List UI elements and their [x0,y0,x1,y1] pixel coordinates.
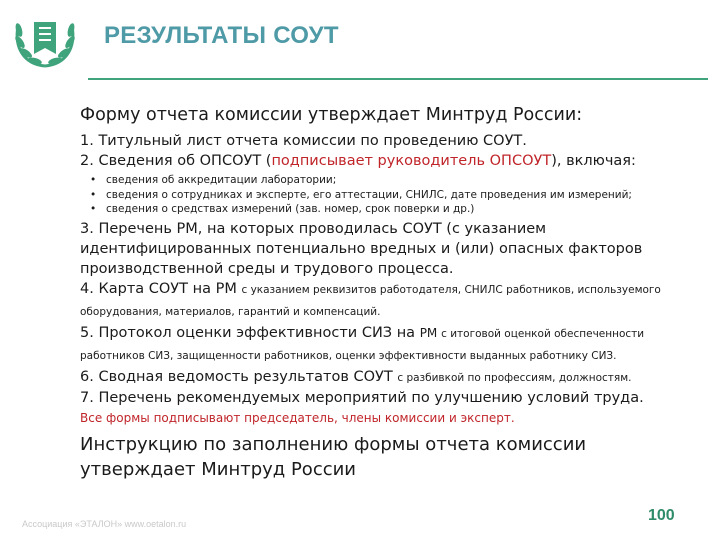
page-title: РЕЗУЛЬТАТЫ СОУТ [104,22,339,49]
bullet-dot-icon: • [90,203,97,215]
wreath-emblem-icon [10,8,80,70]
list-item-3: 3. Перечень РМ, на которых проводилась СОУТ (с указанием идентифицированных потенциально вредных и (или) опасных факторов производственной среды и трудового процесса. [80,220,643,277]
footer-credit: Ассоциация «ЭТАЛОН» www.oetalon.ru [22,519,187,529]
item-4-detail: с указанием реквизитов работодателя, СНИЛС работников, используемого оборудования, материалов, гарантий и компенсаций. [80,283,661,318]
bullet-list [80,173,700,217]
bullet-item [90,188,700,203]
signature-note: Все формы подписывают председатель, члены комиссии и эксперт. [80,410,515,425]
item-6-detail: с разбивкой по профессиям, должностям. [397,371,632,384]
bullet-dot-icon: • [90,174,97,186]
bullet-item [90,173,700,188]
item-5-main: 5. Протокол оценки эффективности СИЗ на [80,324,420,341]
item-5-rm: РМ [419,325,442,340]
item-2-suffix: ), включая: [551,153,636,169]
item-4-main: 4. Карта СОУТ на РМ [80,280,242,297]
header-divider [88,78,708,80]
list-item-2 [80,151,700,171]
bullet-text: сведения об аккредитации лаборатории; [106,174,337,186]
list-item-7: 7. Перечень рекомендуемых мероприятий по улучшению условий труда. [80,389,644,406]
main-content [80,103,700,486]
list-item-6 [80,367,700,388]
bullet-text: сведения о средствах измерений (зав. номер, срок поверки и др.) [106,203,475,215]
page-number: 100 [648,507,675,524]
list-item-1: 1. Титульный лист отчета комиссии по проведению СОУТ. [80,133,527,149]
bullet-item [90,202,700,217]
list-item-4 [80,279,700,323]
bullet-dot-icon: • [90,188,97,201]
item-5-detail: с итоговой оценкой обеспеченности работников СИЗ, защищенности работников, оценки эффективности выданных работнику СИЗ. [80,327,645,362]
list-item-5 [80,323,700,367]
section-heading: Форму отчета комиссии утверждает Минтруд России: [80,105,583,125]
instructions-heading: Инструкцию по заполнению формы отчета комиссии утверждает Минтруд России [80,433,587,480]
item-2-prefix: 2. Сведения об ОПСОУТ ( [80,153,272,169]
item-2-signer: подписывает руководитель ОПСОУТ [271,153,552,169]
item-6-main: 6. Сводная ведомость результатов СОУТ [80,368,398,385]
bullet-text: сведения о сотрудниках и эксперте, его аттестации, СНИЛС, дате проведения им измерений; [106,188,632,201]
